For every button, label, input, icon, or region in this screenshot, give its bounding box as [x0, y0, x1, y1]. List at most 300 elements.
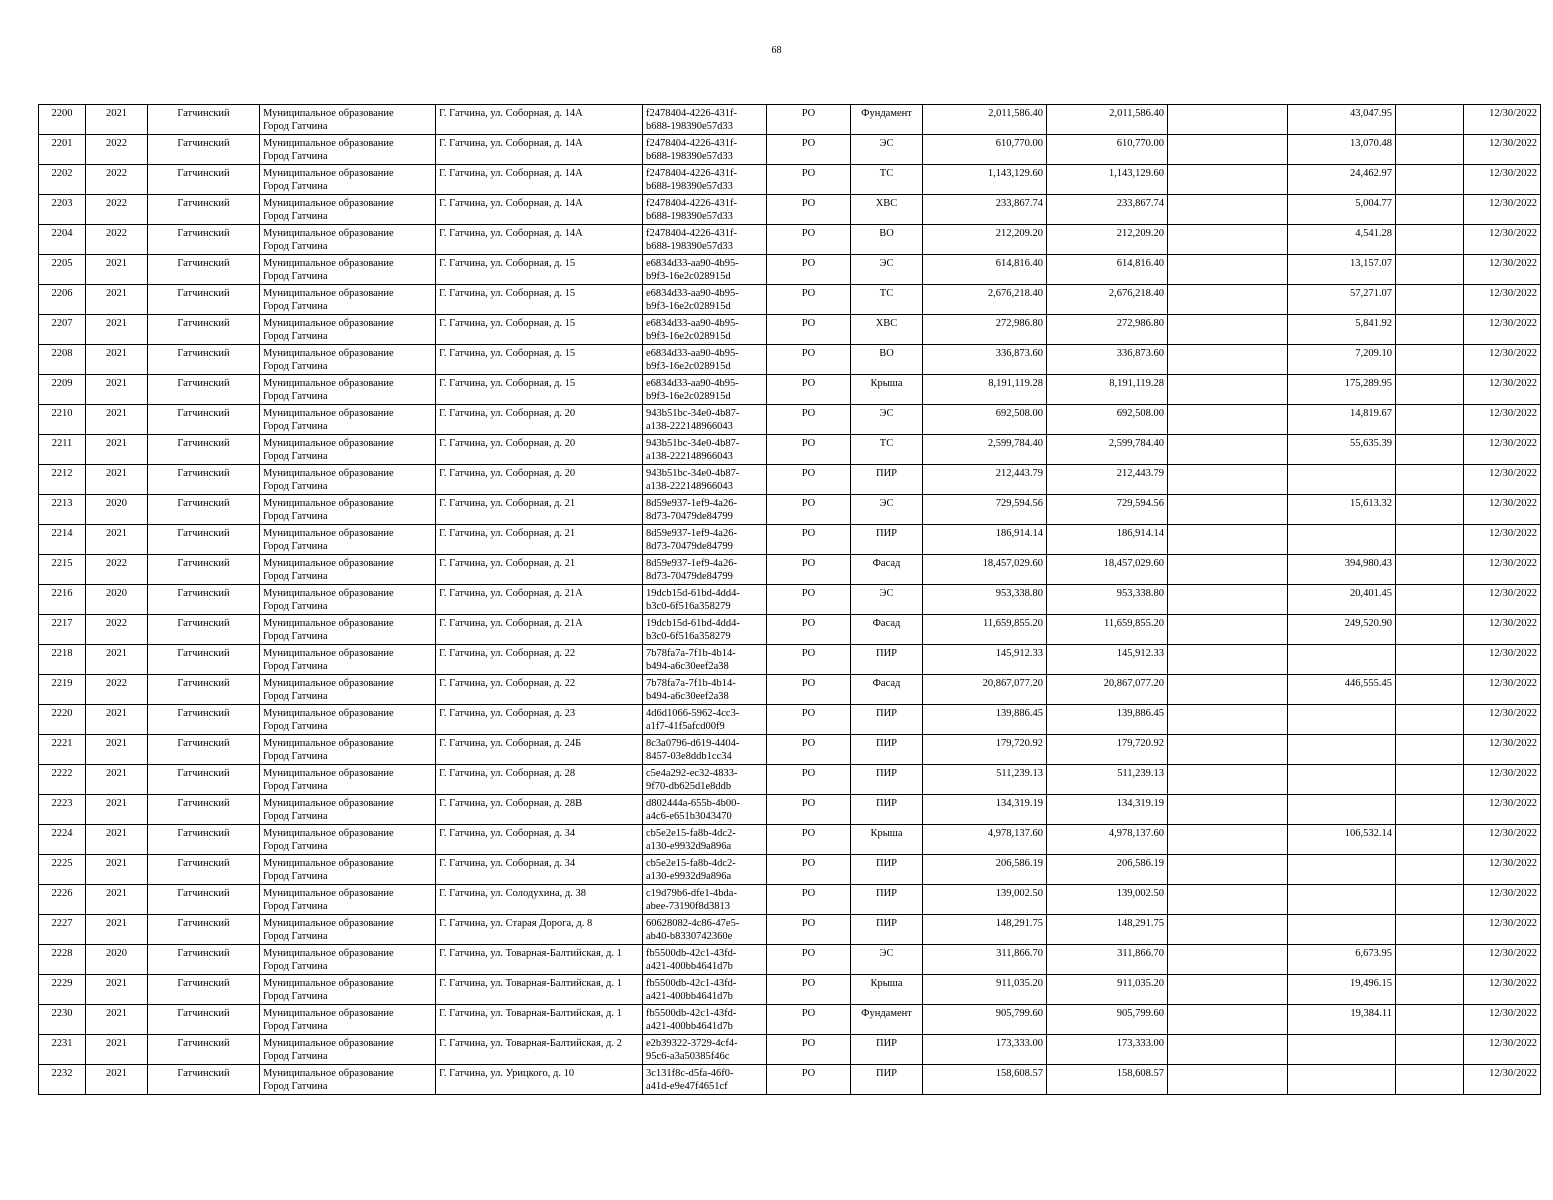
cell-date: 12/30/2022 [1464, 435, 1541, 465]
cell-municipality-line: Город Гатчина [263, 571, 328, 582]
cell-house-id-line: 4d6d1066-5962-4cc3- [646, 708, 740, 719]
cell-empty [1168, 375, 1288, 405]
cell-house-id [643, 375, 767, 405]
cell-empty [1396, 435, 1464, 465]
cell-year: 2021 [86, 645, 148, 675]
cell-work-type: ТС [851, 165, 923, 195]
cell-municipality [260, 1005, 436, 1035]
cell-address: Г. Гатчина, ул. Соборная, д. 21 [436, 555, 643, 585]
cell-program: РО [767, 885, 851, 915]
cell-house-id-line: b9f3-16e2c028915d [646, 391, 731, 402]
cell-cost: 233,867.74 [923, 195, 1047, 225]
cell-municipality-line: Город Гатчина [263, 391, 328, 402]
cell-municipality-line: Муниципальное образование [263, 348, 394, 359]
cell-work-type: ПИР [851, 645, 923, 675]
cell-work-type: ПИР [851, 765, 923, 795]
cell-value: 106,532.14 [1288, 825, 1396, 855]
cell-empty [1168, 645, 1288, 675]
cell-district: Гатчинский [148, 495, 260, 525]
cell-cost-total: 139,886.45 [1047, 705, 1168, 735]
cell-house-id-line: fb5500db-42c1-43fd- [646, 978, 737, 989]
cell-cost: 1,143,129.60 [923, 165, 1047, 195]
cell-empty [1168, 525, 1288, 555]
table-row [39, 795, 1541, 825]
cell-program: РО [767, 705, 851, 735]
cell-value [1288, 1035, 1396, 1065]
cell-house-id-line: b9f3-16e2c028915d [646, 301, 731, 312]
cell-number: 2203 [39, 195, 86, 225]
cell-empty [1396, 765, 1464, 795]
cell-year: 2021 [86, 765, 148, 795]
cell-house-id-line: 8457-03e8ddb1cc34 [646, 751, 732, 762]
cell-value: 7,209.10 [1288, 345, 1396, 375]
cell-house-id [643, 135, 767, 165]
cell-municipality-line: Город Гатчина [263, 361, 328, 372]
cell-house-id-line: a1f7-41f5afcd00f9 [646, 721, 725, 732]
cell-municipality-line: Город Гатчина [263, 901, 328, 912]
cell-house-id-line: 7b78fa7a-7f1b-4b14- [646, 678, 736, 689]
cell-house-id [643, 945, 767, 975]
cell-year: 2021 [86, 795, 148, 825]
cell-municipality-line: Муниципальное образование [263, 948, 394, 959]
cell-address: Г. Гатчина, ул. Соборная, д. 14А [436, 105, 643, 135]
cell-address: Г. Гатчина, ул. Урицкого, д. 10 [436, 1065, 643, 1095]
cell-municipality-line: Муниципальное образование [263, 288, 394, 299]
cell-empty [1168, 465, 1288, 495]
table-row [39, 1065, 1541, 1095]
cell-municipality-line: Город Гатчина [263, 301, 328, 312]
table-row [39, 1005, 1541, 1035]
cell-address: Г. Гатчина, ул. Соборная, д. 14А [436, 135, 643, 165]
cell-date: 12/30/2022 [1464, 195, 1541, 225]
cell-municipality [260, 1035, 436, 1065]
cell-year: 2021 [86, 885, 148, 915]
cell-year: 2021 [86, 1065, 148, 1095]
cell-house-id [643, 1065, 767, 1095]
cell-cost: 953,338.80 [923, 585, 1047, 615]
cell-date: 12/30/2022 [1464, 135, 1541, 165]
cell-municipality [260, 975, 436, 1005]
cell-house-id [643, 1005, 767, 1035]
cell-house-id [643, 225, 767, 255]
cell-cost-total: 2,676,218.40 [1047, 285, 1168, 315]
cell-house-id-line: a138-222148966043 [646, 421, 733, 432]
cell-value [1288, 885, 1396, 915]
cell-date: 12/30/2022 [1464, 645, 1541, 675]
cell-house-id-line: 8d59e937-1ef9-4a26- [646, 558, 737, 569]
cell-empty [1168, 165, 1288, 195]
cell-empty [1168, 225, 1288, 255]
cell-house-id-line: 8d59e937-1ef9-4a26- [646, 498, 737, 509]
cell-address: Г. Гатчина, ул. Соборная, д. 20 [436, 465, 643, 495]
cell-cost-total: 905,799.60 [1047, 1005, 1168, 1035]
cell-program: РО [767, 765, 851, 795]
cell-empty [1168, 975, 1288, 1005]
cell-house-id-line: e6834d33-aa90-4b95- [646, 348, 739, 359]
cell-empty [1168, 585, 1288, 615]
cell-cost-total: 158,608.57 [1047, 1065, 1168, 1095]
cell-address: Г. Гатчина, ул. Соборная, д. 23 [436, 705, 643, 735]
cell-value [1288, 525, 1396, 555]
cell-value [1288, 765, 1396, 795]
cell-value: 394,980.43 [1288, 555, 1396, 585]
cell-year: 2021 [86, 105, 148, 135]
cell-municipality-line: Город Гатчина [263, 241, 328, 252]
cell-cost-total: 212,443.79 [1047, 465, 1168, 495]
cell-municipality [260, 195, 436, 225]
cell-cost-total: 272,986.80 [1047, 315, 1168, 345]
cell-empty [1396, 705, 1464, 735]
cell-municipality-line: Город Гатчина [263, 211, 328, 222]
cell-number: 2226 [39, 885, 86, 915]
cell-work-type: ПИР [851, 1065, 923, 1095]
cell-empty [1396, 915, 1464, 945]
cell-municipality [260, 465, 436, 495]
cell-date: 12/30/2022 [1464, 495, 1541, 525]
cell-municipality-line: Муниципальное образование [263, 498, 394, 509]
cell-year: 2021 [86, 465, 148, 495]
cell-cost-total: 2,599,784.40 [1047, 435, 1168, 465]
cell-program: РО [767, 915, 851, 945]
cell-program: РО [767, 525, 851, 555]
cell-value [1288, 915, 1396, 945]
cell-municipality-line: Город Гатчина [263, 331, 328, 342]
cell-date: 12/30/2022 [1464, 675, 1541, 705]
cell-number: 2223 [39, 795, 86, 825]
cell-cost: 18,457,029.60 [923, 555, 1047, 585]
cell-house-id-line: e6834d33-aa90-4b95- [646, 288, 739, 299]
cell-empty [1396, 1005, 1464, 1035]
cell-empty [1396, 405, 1464, 435]
table-row [39, 405, 1541, 435]
cell-work-type: ПИР [851, 915, 923, 945]
cell-date: 12/30/2022 [1464, 975, 1541, 1005]
cell-cost: 692,508.00 [923, 405, 1047, 435]
table-row [39, 885, 1541, 915]
cell-value: 5,004.77 [1288, 195, 1396, 225]
cell-number: 2230 [39, 1005, 86, 1035]
cell-municipality-line: Муниципальное образование [263, 438, 394, 449]
cell-cost: 145,912.33 [923, 645, 1047, 675]
page-number: 68 [771, 45, 782, 56]
table-row [39, 315, 1541, 345]
cell-number: 2229 [39, 975, 86, 1005]
table-row [39, 465, 1541, 495]
cell-district: Гатчинский [148, 975, 260, 1005]
cell-house-id-line: e6834d33-aa90-4b95- [646, 378, 739, 389]
cell-year: 2021 [86, 705, 148, 735]
cell-empty [1396, 885, 1464, 915]
cell-cost-total: 8,191,119.28 [1047, 375, 1168, 405]
table-row [39, 105, 1541, 135]
cell-address: Г. Гатчина, ул. Соборная, д. 34 [436, 855, 643, 885]
cell-empty [1396, 585, 1464, 615]
table-row [39, 225, 1541, 255]
cell-municipality [260, 825, 436, 855]
cell-work-type: ТС [851, 435, 923, 465]
cell-district: Гатчинский [148, 885, 260, 915]
cell-municipality-line: Город Гатчина [263, 871, 328, 882]
cell-empty [1396, 255, 1464, 285]
cell-empty [1168, 705, 1288, 735]
cell-address: Г. Гатчина, ул. Товарная-Балтийская, д. 1 [436, 975, 643, 1005]
cell-municipality [260, 135, 436, 165]
cell-program: РО [767, 975, 851, 1005]
cell-municipality-line: Город Гатчина [263, 811, 328, 822]
table-row [39, 645, 1541, 675]
cell-house-id-line: b688-198390e57d33 [646, 181, 733, 192]
cell-address: Г. Гатчина, ул. Соборная, д. 15 [436, 315, 643, 345]
cell-empty [1168, 1035, 1288, 1065]
cell-municipality-line: Муниципальное образование [263, 468, 394, 479]
cell-municipality [260, 945, 436, 975]
cell-number: 2202 [39, 165, 86, 195]
cell-house-id-line: a41d-e9e47f4651cf [646, 1081, 728, 1092]
cell-district: Гатчинский [148, 105, 260, 135]
cell-work-type: ПИР [851, 855, 923, 885]
cell-house-id [643, 885, 767, 915]
cell-empty [1396, 975, 1464, 1005]
cell-house-id-line: cb5e2e15-fa8b-4dc2- [646, 858, 736, 869]
cell-empty [1396, 495, 1464, 525]
cell-number: 2200 [39, 105, 86, 135]
table-row [39, 255, 1541, 285]
cell-address: Г. Гатчина, ул. Соборная, д. 14А [436, 225, 643, 255]
table-row [39, 345, 1541, 375]
cell-district: Гатчинский [148, 255, 260, 285]
cell-work-type: Фасад [851, 615, 923, 645]
cell-house-id-line: b9f3-16e2c028915d [646, 361, 731, 372]
cell-date: 12/30/2022 [1464, 285, 1541, 315]
cell-work-type: ХВС [851, 315, 923, 345]
cell-municipality-line: Муниципальное образование [263, 618, 394, 629]
cell-program: РО [767, 495, 851, 525]
cell-number: 2218 [39, 645, 86, 675]
cell-municipality-line: Город Гатчина [263, 1051, 328, 1062]
cell-year: 2021 [86, 975, 148, 1005]
cell-house-id [643, 255, 767, 285]
cell-empty [1168, 555, 1288, 585]
cell-municipality [260, 1065, 436, 1095]
cell-house-id [643, 315, 767, 345]
cell-cost: 511,239.13 [923, 765, 1047, 795]
cell-program: РО [767, 615, 851, 645]
cell-year: 2021 [86, 285, 148, 315]
cell-empty [1168, 345, 1288, 375]
cell-house-id [643, 975, 767, 1005]
cell-number: 2212 [39, 465, 86, 495]
cell-municipality-line: Город Гатчина [263, 781, 328, 792]
cell-value: 14,819.67 [1288, 405, 1396, 435]
cell-municipality [260, 375, 436, 405]
cell-work-type: Фасад [851, 675, 923, 705]
cell-value: 24,462.97 [1288, 165, 1396, 195]
cell-empty [1168, 105, 1288, 135]
cell-cost: 311,866.70 [923, 945, 1047, 975]
cell-program: РО [767, 555, 851, 585]
cell-work-type: Фундамент [851, 105, 923, 135]
cell-municipality-line: Город Гатчина [263, 961, 328, 972]
cell-program: РО [767, 375, 851, 405]
cell-address: Г. Гатчина, ул. Соборная, д. 15 [436, 255, 643, 285]
cell-empty [1168, 495, 1288, 525]
cell-cost: 11,659,855.20 [923, 615, 1047, 645]
cell-district: Гатчинский [148, 855, 260, 885]
cell-house-id-line: 19dcb15d-61bd-4dd4- [646, 618, 740, 629]
cell-municipality [260, 315, 436, 345]
cell-cost-total: 11,659,855.20 [1047, 615, 1168, 645]
cell-address: Г. Гатчина, ул. Соборная, д. 20 [436, 405, 643, 435]
cell-house-id-line: b494-a6c30eef2a38 [646, 691, 729, 702]
cell-empty [1396, 465, 1464, 495]
cell-municipality-line: Город Гатчина [263, 991, 328, 1002]
cell-house-id [643, 555, 767, 585]
cell-address: Г. Гатчина, ул. Соборная, д. 20 [436, 435, 643, 465]
cell-house-id-line: b9f3-16e2c028915d [646, 331, 731, 342]
cell-empty [1168, 195, 1288, 225]
cell-house-id [643, 915, 767, 945]
cell-program: РО [767, 255, 851, 285]
cell-number: 2204 [39, 225, 86, 255]
cell-house-id-line: abee-73190f8d3813 [646, 901, 730, 912]
cell-empty [1168, 255, 1288, 285]
cell-cost: 911,035.20 [923, 975, 1047, 1005]
cell-work-type: Крыша [851, 825, 923, 855]
cell-municipality-line: Муниципальное образование [263, 828, 394, 839]
cell-house-id-line: 19dcb15d-61bd-4dd4- [646, 588, 740, 599]
cell-municipality [260, 405, 436, 435]
cell-address: Г. Гатчина, ул. Соборная, д. 21 [436, 525, 643, 555]
cell-district: Гатчинский [148, 315, 260, 345]
cell-house-id-line: a421-400bb4641d7b [646, 1021, 733, 1032]
cell-number: 2213 [39, 495, 86, 525]
cell-program: РО [767, 585, 851, 615]
cell-address: Г. Гатчина, ул. Товарная-Балтийская, д. 2 [436, 1035, 643, 1065]
cell-house-id-line: e2b39322-3729-4cf4- [646, 1038, 738, 1049]
cell-value: 13,070.48 [1288, 135, 1396, 165]
cell-value [1288, 705, 1396, 735]
cell-number: 2219 [39, 675, 86, 705]
cell-address: Г. Гатчина, ул. Товарная-Балтийская, д. 1 [436, 1005, 643, 1035]
cell-municipality [260, 915, 436, 945]
cell-municipality-line: Муниципальное образование [263, 528, 394, 539]
cell-cost: 139,002.50 [923, 885, 1047, 915]
cell-empty [1396, 195, 1464, 225]
cell-municipality-line: Город Гатчина [263, 931, 328, 942]
cell-municipality-line: Муниципальное образование [263, 648, 394, 659]
table-body [39, 105, 1541, 1095]
cell-program: РО [767, 405, 851, 435]
cell-municipality [260, 435, 436, 465]
cell-municipality [260, 345, 436, 375]
cell-empty [1396, 615, 1464, 645]
cell-municipality [260, 285, 436, 315]
cell-house-id [643, 795, 767, 825]
cell-cost: 173,333.00 [923, 1035, 1047, 1065]
cell-house-id-line: c5e4a292-ec32-4833- [646, 768, 738, 779]
cell-date: 12/30/2022 [1464, 885, 1541, 915]
cell-empty [1396, 1065, 1464, 1095]
cell-house-id-line: a138-222148966043 [646, 451, 733, 462]
table-row [39, 675, 1541, 705]
cell-house-id-line: e6834d33-aa90-4b95- [646, 318, 739, 329]
cell-address: Г. Гатчина, ул. Соборная, д. 24Б [436, 735, 643, 765]
cell-empty [1168, 615, 1288, 645]
cell-cost-total: 145,912.33 [1047, 645, 1168, 675]
cell-year: 2020 [86, 495, 148, 525]
cell-value: 6,673.95 [1288, 945, 1396, 975]
cell-year: 2021 [86, 1035, 148, 1065]
cell-year: 2022 [86, 195, 148, 225]
cell-number: 2207 [39, 315, 86, 345]
cell-value: 20,401.45 [1288, 585, 1396, 615]
cell-house-id [643, 855, 767, 885]
cell-date: 12/30/2022 [1464, 915, 1541, 945]
cell-district: Гатчинский [148, 1005, 260, 1035]
cell-number: 2224 [39, 825, 86, 855]
cell-cost: 148,291.75 [923, 915, 1047, 945]
cell-house-id [643, 675, 767, 705]
cell-house-id [643, 615, 767, 645]
cell-house-id-line: 9f70-db625d1e8ddb [646, 781, 732, 792]
cell-municipality-line: Муниципальное образование [263, 708, 394, 719]
cell-year: 2021 [86, 405, 148, 435]
cell-cost-total: 139,002.50 [1047, 885, 1168, 915]
cell-district: Гатчинский [148, 1065, 260, 1095]
cell-program: РО [767, 225, 851, 255]
cell-house-id-line: f2478404-4226-431f- [646, 198, 737, 209]
cell-cost: 8,191,119.28 [923, 375, 1047, 405]
cell-value: 249,520.90 [1288, 615, 1396, 645]
cell-work-type: ВО [851, 345, 923, 375]
cell-cost-total: 511,239.13 [1047, 765, 1168, 795]
cell-house-id-line: d802444a-655b-4b00- [646, 798, 740, 809]
cell-address: Г. Гатчина, ул. Соборная, д. 34 [436, 825, 643, 855]
cell-program: РО [767, 435, 851, 465]
cell-number: 2231 [39, 1035, 86, 1065]
cell-cost: 336,873.60 [923, 345, 1047, 375]
cell-house-id-line: b3c0-6f516a358279 [646, 601, 731, 612]
cell-year: 2022 [86, 165, 148, 195]
cell-number: 2220 [39, 705, 86, 735]
cell-address: Г. Гатчина, ул. Старая Дорога, д. 8 [436, 915, 643, 945]
cell-value [1288, 855, 1396, 885]
cell-program: РО [767, 105, 851, 135]
cell-house-id [643, 645, 767, 675]
cell-work-type: ВО [851, 225, 923, 255]
cell-empty [1396, 375, 1464, 405]
cell-house-id [643, 705, 767, 735]
cell-district: Гатчинский [148, 555, 260, 585]
cell-house-id-line: b688-198390e57d33 [646, 211, 733, 222]
cell-value: 19,384.11 [1288, 1005, 1396, 1035]
cell-house-id-line: f2478404-4226-431f- [646, 228, 737, 239]
cell-work-type: Фундамент [851, 1005, 923, 1035]
table-row [39, 495, 1541, 525]
cell-house-id-line: b494-a6c30eef2a38 [646, 661, 729, 672]
cell-municipality [260, 105, 436, 135]
cell-year: 2021 [86, 435, 148, 465]
cell-value [1288, 735, 1396, 765]
cell-empty [1396, 735, 1464, 765]
cell-work-type: ПИР [851, 1035, 923, 1065]
cell-program: РО [767, 855, 851, 885]
cell-year: 2022 [86, 135, 148, 165]
cell-work-type: ПИР [851, 705, 923, 735]
cell-program: РО [767, 345, 851, 375]
cell-date: 12/30/2022 [1464, 375, 1541, 405]
cell-year: 2021 [86, 735, 148, 765]
